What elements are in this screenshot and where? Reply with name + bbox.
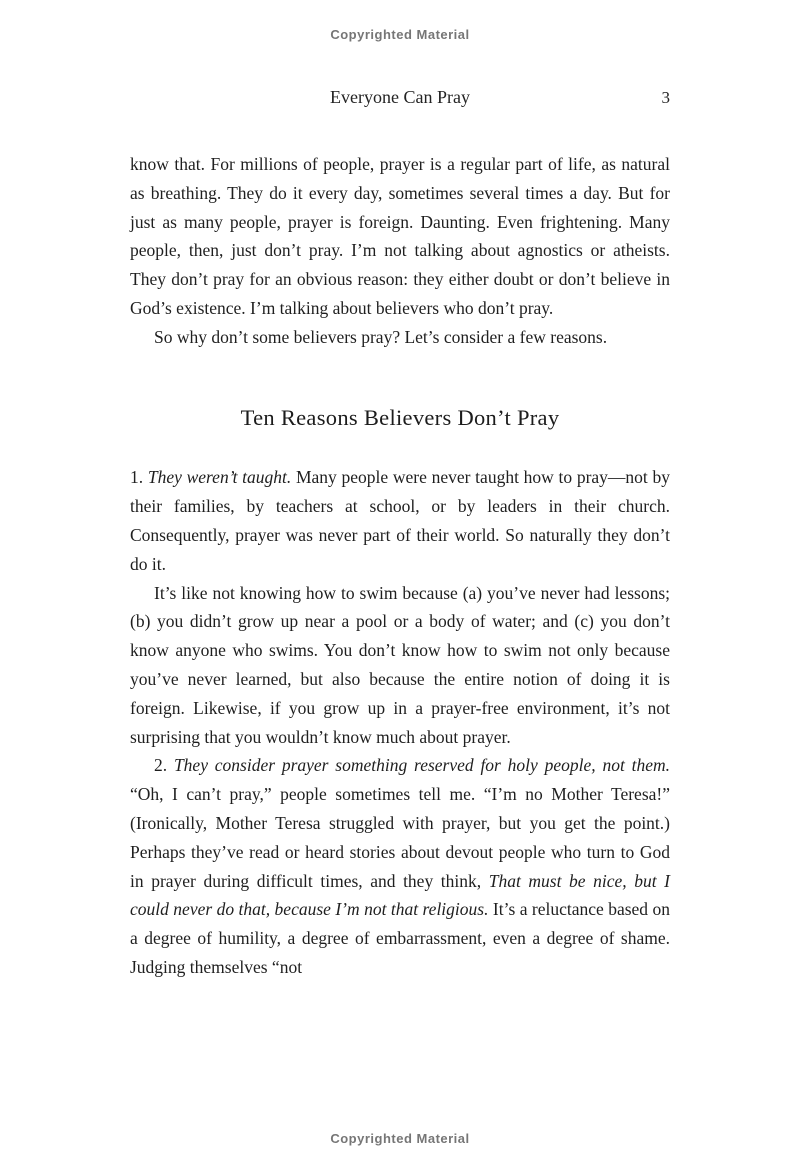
italic-text: They consider prayer something reserved for holy people, not them. (173, 755, 671, 776)
page-number: 3 (661, 88, 670, 107)
paragraph (130, 323, 670, 352)
italic-text: They weren’t taught. (147, 467, 292, 488)
body-text (130, 150, 670, 982)
body-text-segment: It’s like not knowing how to swim because (a) you’ve never had lessons; (b) you didn’t grow up near a pool or a body of water; and (c) you don’t know anyone who swims. You don’t know how to swim not only because you’ve never learned, but also because the entire notion of doing it is foreign. Likewise, if you grow up in a prayer-free environment, it’s not surprising that you wouldn’t know much about prayer. (130, 582, 670, 747)
body-text-segment: know that. For millions of people, prayer is a regular part of life, as natural as breathing. They do it every day, sometimes several times a day. But for just as many people, prayer is foreign. Daunting. Even frightening. Many people, then, just don’t pray. I’m not talking about agnostics or atheists. They don’t pray for an obvious reason: they either doubt or don’t believe in God’s existence. I’m talking about believers who don’t pray. (130, 154, 670, 318)
copyright-notice-top: Copyrighted Material (330, 27, 470, 42)
paragraph (130, 579, 670, 752)
paragraph (130, 150, 670, 323)
body-text-segment: It’s a reluctance based on a degree of humility, a degree of embarrassment, even a degree of shame. Judging themselves “not (130, 899, 670, 977)
body-text-segment: 1. (130, 467, 148, 488)
body-text-segment: “Oh, I can’t pray,” people sometimes tell me. “I’m no Mother Teresa!” (Ironically, Mother Teresa struggled with prayer, but you get the point.) Perhaps they’ve read or heard stories about devout people who turn to God in prayer during difficult times, and they think, (130, 784, 670, 891)
body-text-segment: So why don’t some believers pray? Let’s consider a few reasons. (154, 326, 608, 347)
section-heading: Ten Reasons Believers Don’t Pray (240, 404, 560, 430)
body-text-segment: 2. (154, 755, 174, 776)
paragraph (130, 751, 670, 981)
body-text-segment: Many people were never taught how to pray—not by their families, by teachers at school, or by leaders in their church. Consequently, prayer was never part of their world. So naturally they don’t do it. (130, 467, 670, 574)
paragraph (130, 463, 670, 578)
running-header: Everyone Can Pray (330, 87, 470, 107)
italic-text: That must be nice, but I could never do that, because I’m not that religious. (130, 870, 670, 920)
copyright-notice-bottom: Copyrighted Material (330, 1131, 470, 1146)
